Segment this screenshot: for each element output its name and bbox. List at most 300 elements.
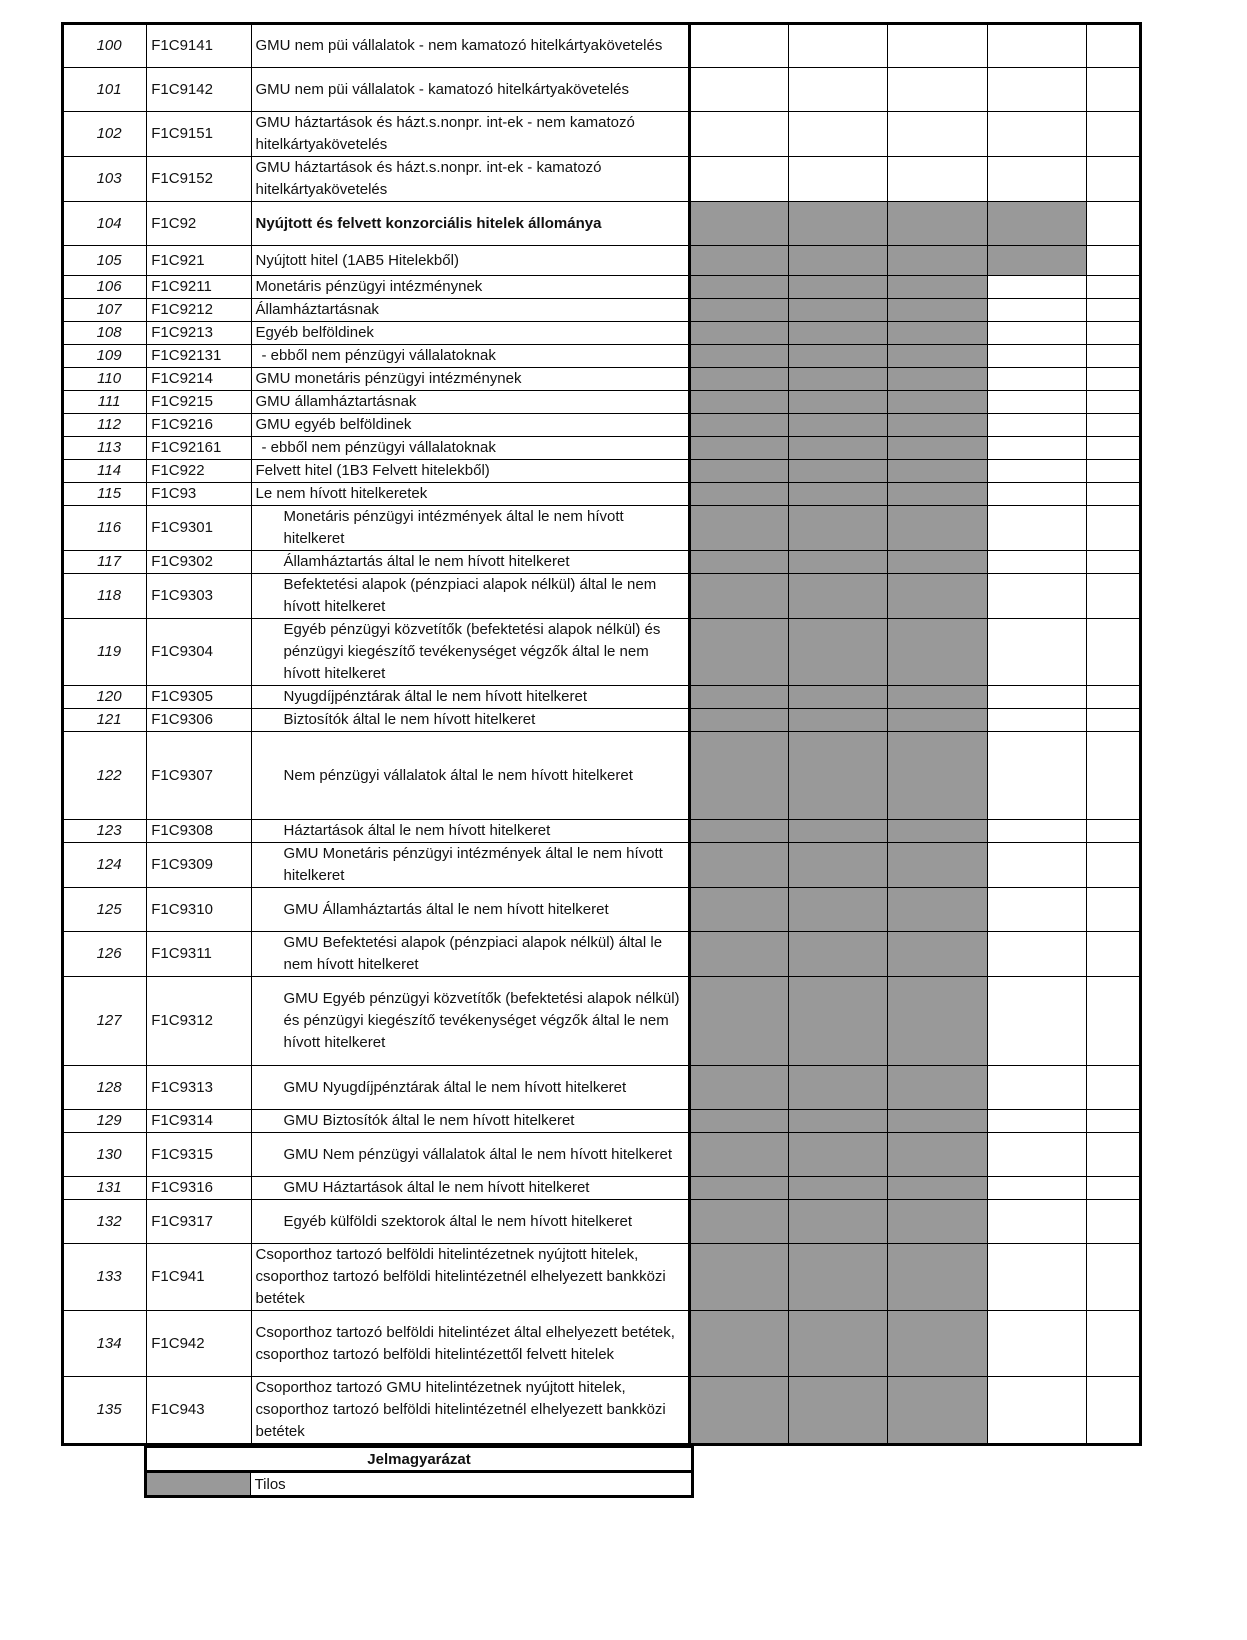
- input-cell[interactable]: [987, 68, 1086, 112]
- input-cell[interactable]: [1086, 414, 1140, 437]
- forbidden-cell: [888, 414, 987, 437]
- table-row: [63, 414, 1141, 437]
- input-cell[interactable]: [987, 437, 1086, 460]
- input-cell[interactable]: [987, 686, 1086, 709]
- data-table: [61, 22, 1142, 1446]
- forbidden-cell: [689, 483, 788, 506]
- forbidden-cell: [789, 574, 888, 619]
- row-number: 127: [63, 977, 147, 1066]
- table-row: [63, 483, 1141, 506]
- table-row: [63, 391, 1141, 414]
- table-row: [63, 843, 1141, 888]
- row-description: Nem pénzügyi vállalatok által le nem hívott hitelkeret: [251, 732, 689, 820]
- row-number: 106: [63, 276, 147, 299]
- input-cell[interactable]: [689, 68, 788, 112]
- row-description: GMU Monetáris pénzügyi intézmények által le nem hívott hitelkeret: [251, 843, 689, 888]
- forbidden-cell: [689, 574, 788, 619]
- input-cell[interactable]: [987, 888, 1086, 932]
- row-number: 134: [63, 1311, 147, 1377]
- input-cell[interactable]: [1086, 574, 1140, 619]
- row-number: 112: [63, 414, 147, 437]
- table-row: [63, 299, 1141, 322]
- forbidden-cell: [689, 888, 788, 932]
- input-cell[interactable]: [1086, 368, 1140, 391]
- row-code: F1C9305: [147, 686, 251, 709]
- forbidden-cell: [789, 414, 888, 437]
- row-description: GMU Nyugdíjpénztárak által le nem hívott hitelkeret: [251, 1066, 689, 1110]
- legend-row: [146, 1472, 693, 1497]
- row-number: 130: [63, 1133, 147, 1177]
- row-code: F1C9311: [147, 932, 251, 977]
- forbidden-cell: [888, 709, 987, 732]
- forbidden-cell: [689, 276, 788, 299]
- row-code: F1C9303: [147, 574, 251, 619]
- forbidden-cell: [888, 619, 987, 686]
- row-code: F1C9211: [147, 276, 251, 299]
- row-description: - ebből nem pénzügyi vállalatoknak: [251, 345, 689, 368]
- row-number: 119: [63, 619, 147, 686]
- table-row: [63, 888, 1141, 932]
- row-number: 107: [63, 299, 147, 322]
- forbidden-cell: [888, 574, 987, 619]
- row-number: 123: [63, 820, 147, 843]
- row-description: Biztosítók által le nem hívott hitelkeret: [251, 709, 689, 732]
- forbidden-cell: [888, 1311, 987, 1377]
- row-code: F1C9307: [147, 732, 251, 820]
- forbidden-cell: [689, 1066, 788, 1110]
- forbidden-cell: [888, 1110, 987, 1133]
- forbidden-cell: [987, 246, 1086, 276]
- forbidden-cell: [689, 686, 788, 709]
- table-row: [63, 551, 1141, 574]
- row-number: 122: [63, 732, 147, 820]
- row-number: 124: [63, 843, 147, 888]
- input-cell[interactable]: [1086, 391, 1140, 414]
- forbidden-cell: [689, 202, 788, 246]
- forbidden-cell: [888, 1244, 987, 1311]
- forbidden-cell: [888, 1200, 987, 1244]
- input-cell[interactable]: [987, 820, 1086, 843]
- input-cell[interactable]: [888, 112, 987, 157]
- forbidden-cell: [888, 888, 987, 932]
- table-row: [63, 732, 1141, 820]
- forbidden-cell: [789, 932, 888, 977]
- input-cell[interactable]: [1086, 732, 1140, 820]
- forbidden-cell: [689, 1133, 788, 1177]
- input-cell[interactable]: [987, 414, 1086, 437]
- row-description: Csoporthoz tartozó GMU hitelintézetnek nyújtott hitelek, csoporthoz tartozó belföldi hitelintézetnél elhelyezett bankközi betétek: [251, 1377, 689, 1445]
- input-cell[interactable]: [888, 24, 987, 68]
- forbidden-cell: [888, 1133, 987, 1177]
- input-cell[interactable]: [689, 24, 788, 68]
- input-cell[interactable]: [987, 391, 1086, 414]
- row-code: F1C9315: [147, 1133, 251, 1177]
- row-description: GMU Nem pénzügyi vállalatok által le nem hívott hitelkeret: [251, 1133, 689, 1177]
- row-code: F1C9214: [147, 368, 251, 391]
- input-cell[interactable]: [1086, 157, 1140, 202]
- input-cell[interactable]: [1086, 932, 1140, 977]
- row-code: F1C9213: [147, 322, 251, 345]
- input-cell[interactable]: [1086, 460, 1140, 483]
- forbidden-cell: [987, 202, 1086, 246]
- row-code: F1C922: [147, 460, 251, 483]
- input-cell[interactable]: [1086, 843, 1140, 888]
- row-description: GMU nem püi vállalatok - kamatozó hitelkártyakövetelés: [251, 68, 689, 112]
- row-code: F1C92: [147, 202, 251, 246]
- input-cell[interactable]: [1086, 551, 1140, 574]
- row-code: F1C9212: [147, 299, 251, 322]
- table-row: [63, 1177, 1141, 1200]
- forbidden-cell: [789, 1133, 888, 1177]
- row-number: 113: [63, 437, 147, 460]
- row-number: 103: [63, 157, 147, 202]
- forbidden-cell: [689, 246, 788, 276]
- row-number: 115: [63, 483, 147, 506]
- row-code: F1C9215: [147, 391, 251, 414]
- input-cell[interactable]: [987, 1177, 1086, 1200]
- table-row: [63, 619, 1141, 686]
- row-description: Egyéb külföldi szektorok által le nem hívott hitelkeret: [251, 1200, 689, 1244]
- input-cell[interactable]: [987, 1311, 1086, 1377]
- forbidden-cell: [888, 1177, 987, 1200]
- forbidden-cell: [789, 619, 888, 686]
- row-number: 121: [63, 709, 147, 732]
- forbidden-cell: [789, 322, 888, 345]
- input-cell[interactable]: [789, 112, 888, 157]
- input-cell[interactable]: [1086, 483, 1140, 506]
- forbidden-cell: [789, 686, 888, 709]
- forbidden-cell: [789, 368, 888, 391]
- table-row: [63, 460, 1141, 483]
- row-description: GMU Háztartások által le nem hívott hitelkeret: [251, 1177, 689, 1200]
- input-cell[interactable]: [987, 483, 1086, 506]
- forbidden-cell: [789, 888, 888, 932]
- table-row: [63, 506, 1141, 551]
- forbidden-cell: [888, 1377, 987, 1445]
- input-cell[interactable]: [1086, 276, 1140, 299]
- row-description: GMU egyéb belföldinek: [251, 414, 689, 437]
- input-cell[interactable]: [689, 112, 788, 157]
- input-cell[interactable]: [987, 732, 1086, 820]
- forbidden-cell: [888, 732, 987, 820]
- row-code: F1C92131: [147, 345, 251, 368]
- row-description: Monetáris pénzügyi intézmények által le nem hívott hitelkeret: [251, 506, 689, 551]
- forbidden-cell: [689, 414, 788, 437]
- forbidden-cell: [789, 345, 888, 368]
- row-description: Felvett hitel (1B3 Felvett hitelekből): [251, 460, 689, 483]
- row-number: 128: [63, 1066, 147, 1110]
- forbidden-cell: [689, 1377, 788, 1445]
- forbidden-cell: [888, 506, 987, 551]
- forbidden-cell: [888, 368, 987, 391]
- row-number: 114: [63, 460, 147, 483]
- row-description: Befektetési alapok (pénzpiaci alapok nélkül) által le nem hívott hitelkeret: [251, 574, 689, 619]
- input-cell[interactable]: [987, 1200, 1086, 1244]
- forbidden-cell: [888, 345, 987, 368]
- forbidden-cell: [689, 732, 788, 820]
- row-code: F1C9152: [147, 157, 251, 202]
- input-cell[interactable]: [987, 1244, 1086, 1311]
- input-cell[interactable]: [987, 506, 1086, 551]
- row-number: 100: [63, 24, 147, 68]
- forbidden-cell: [789, 391, 888, 414]
- row-number: 135: [63, 1377, 147, 1445]
- row-description: Monetáris pénzügyi intézménynek: [251, 276, 689, 299]
- input-cell[interactable]: [987, 1133, 1086, 1177]
- row-code: F1C943: [147, 1377, 251, 1445]
- forbidden-cell: [888, 391, 987, 414]
- forbidden-cell: [789, 483, 888, 506]
- legend-swatch-forbidden: [146, 1472, 251, 1497]
- input-cell[interactable]: [987, 551, 1086, 574]
- row-number: 101: [63, 68, 147, 112]
- row-code: F1C92161: [147, 437, 251, 460]
- input-cell[interactable]: [1086, 202, 1140, 246]
- forbidden-cell: [689, 506, 788, 551]
- forbidden-cell: [789, 551, 888, 574]
- input-cell[interactable]: [987, 24, 1086, 68]
- row-number: 133: [63, 1244, 147, 1311]
- table-row: [63, 368, 1141, 391]
- input-cell[interactable]: [689, 157, 788, 202]
- row-number: 132: [63, 1200, 147, 1244]
- row-code: F1C9316: [147, 1177, 251, 1200]
- forbidden-cell: [888, 820, 987, 843]
- forbidden-cell: [888, 932, 987, 977]
- row-description: Nyugdíjpénztárak által le nem hívott hitelkeret: [251, 686, 689, 709]
- table-row: [63, 709, 1141, 732]
- forbidden-cell: [689, 932, 788, 977]
- input-cell[interactable]: [987, 368, 1086, 391]
- input-cell[interactable]: [987, 276, 1086, 299]
- input-cell[interactable]: [1086, 345, 1140, 368]
- forbidden-cell: [689, 345, 788, 368]
- forbidden-cell: [789, 732, 888, 820]
- forbidden-cell: [689, 843, 788, 888]
- forbidden-cell: [888, 437, 987, 460]
- row-number: 108: [63, 322, 147, 345]
- forbidden-cell: [789, 202, 888, 246]
- row-number: 110: [63, 368, 147, 391]
- row-number: 117: [63, 551, 147, 574]
- row-number: 116: [63, 506, 147, 551]
- forbidden-cell: [888, 202, 987, 246]
- row-code: F1C942: [147, 1311, 251, 1377]
- row-code: F1C9151: [147, 112, 251, 157]
- table-row: [63, 977, 1141, 1066]
- row-description: Államháztartásnak: [251, 299, 689, 322]
- input-cell[interactable]: [1086, 322, 1140, 345]
- table-row: [63, 112, 1141, 157]
- input-cell[interactable]: [987, 932, 1086, 977]
- input-cell[interactable]: [1086, 709, 1140, 732]
- forbidden-cell: [789, 820, 888, 843]
- input-cell[interactable]: [987, 619, 1086, 686]
- input-cell[interactable]: [1086, 1311, 1140, 1377]
- input-cell[interactable]: [888, 157, 987, 202]
- table-row: [63, 932, 1141, 977]
- input-cell[interactable]: [987, 460, 1086, 483]
- input-cell[interactable]: [987, 709, 1086, 732]
- table-row: [63, 1244, 1141, 1311]
- forbidden-cell: [789, 1200, 888, 1244]
- legend-title: Jelmagyarázat: [146, 1447, 693, 1472]
- input-cell[interactable]: [987, 574, 1086, 619]
- forbidden-cell: [888, 299, 987, 322]
- forbidden-cell: [789, 977, 888, 1066]
- input-cell[interactable]: [987, 1110, 1086, 1133]
- row-code: F1C93: [147, 483, 251, 506]
- row-description: Nyújtott és felvett konzorciális hitelek állománya: [251, 202, 689, 246]
- forbidden-cell: [888, 551, 987, 574]
- forbidden-cell: [888, 977, 987, 1066]
- row-description: Csoporthoz tartozó belföldi hitelintézet által elhelyezett betétek, csoporthoz tartozó belföldi hitelintézettől felvett hitelek: [251, 1311, 689, 1377]
- forbidden-cell: [689, 1244, 788, 1311]
- input-cell[interactable]: [789, 157, 888, 202]
- input-cell[interactable]: [1086, 1066, 1140, 1110]
- forbidden-cell: [689, 551, 788, 574]
- forbidden-cell: [689, 977, 788, 1066]
- forbidden-cell: [888, 322, 987, 345]
- table-row: [63, 322, 1141, 345]
- forbidden-cell: [689, 391, 788, 414]
- forbidden-cell: [789, 1066, 888, 1110]
- input-cell[interactable]: [987, 112, 1086, 157]
- input-cell[interactable]: [1086, 1110, 1140, 1133]
- input-cell[interactable]: [1086, 619, 1140, 686]
- legend-header-row: [146, 1447, 693, 1472]
- input-cell[interactable]: [1086, 1200, 1140, 1244]
- table-row: [63, 574, 1141, 619]
- forbidden-cell: [689, 1110, 788, 1133]
- row-code: F1C9142: [147, 68, 251, 112]
- input-cell[interactable]: [987, 157, 1086, 202]
- row-number: 111: [63, 391, 147, 414]
- forbidden-cell: [888, 686, 987, 709]
- row-code: F1C9216: [147, 414, 251, 437]
- row-description: GMU Biztosítók által le nem hívott hitelkeret: [251, 1110, 689, 1133]
- row-number: 131: [63, 1177, 147, 1200]
- input-cell[interactable]: [1086, 820, 1140, 843]
- row-description: GMU háztartások és házt.s.nonpr. int-ek - kamatozó hitelkártyakövetelés: [251, 157, 689, 202]
- row-description: Csoporthoz tartozó belföldi hitelintézetnek nyújtott hitelek, csoporthoz tartozó belföldi hitelintézetnél elhelyezett bankközi betétek: [251, 1244, 689, 1311]
- input-cell[interactable]: [987, 299, 1086, 322]
- table-row: [63, 1110, 1141, 1133]
- row-code: F1C9302: [147, 551, 251, 574]
- input-cell[interactable]: [1086, 112, 1140, 157]
- forbidden-cell: [689, 1177, 788, 1200]
- input-cell[interactable]: [987, 977, 1086, 1066]
- table-row: [63, 1377, 1141, 1445]
- forbidden-cell: [888, 1066, 987, 1110]
- forbidden-cell: [789, 437, 888, 460]
- forbidden-cell: [789, 709, 888, 732]
- row-description: GMU Államháztartás által le nem hívott hitelkeret: [251, 888, 689, 932]
- input-cell[interactable]: [987, 1066, 1086, 1110]
- input-cell[interactable]: [987, 322, 1086, 345]
- row-description: Háztartások által le nem hívott hitelkeret: [251, 820, 689, 843]
- row-number: 125: [63, 888, 147, 932]
- forbidden-cell: [689, 322, 788, 345]
- row-number: 120: [63, 686, 147, 709]
- forbidden-cell: [888, 276, 987, 299]
- input-cell[interactable]: [1086, 68, 1140, 112]
- forbidden-cell: [689, 437, 788, 460]
- forbidden-cell: [789, 843, 888, 888]
- row-number: 126: [63, 932, 147, 977]
- forbidden-cell: [789, 460, 888, 483]
- row-description: Nyújtott hitel (1AB5 Hitelekből): [251, 246, 689, 276]
- row-code: F1C9314: [147, 1110, 251, 1133]
- row-description: GMU háztartások és házt.s.nonpr. int-ek - nem kamatozó hitelkártyakövetelés: [251, 112, 689, 157]
- table-row: [63, 24, 1141, 68]
- input-cell[interactable]: [987, 1377, 1086, 1445]
- row-description: GMU monetáris pénzügyi intézménynek: [251, 368, 689, 391]
- input-cell[interactable]: [1086, 1177, 1140, 1200]
- input-cell[interactable]: [1086, 246, 1140, 276]
- forbidden-cell: [888, 843, 987, 888]
- row-code: F1C9312: [147, 977, 251, 1066]
- input-cell[interactable]: [1086, 24, 1140, 68]
- input-cell[interactable]: [789, 24, 888, 68]
- table-row: [63, 345, 1141, 368]
- input-cell[interactable]: [987, 843, 1086, 888]
- input-cell[interactable]: [1086, 299, 1140, 322]
- table-row: [63, 820, 1141, 843]
- input-cell[interactable]: [1086, 1244, 1140, 1311]
- table-row: [63, 68, 1141, 112]
- forbidden-cell: [789, 1377, 888, 1445]
- input-cell[interactable]: [1086, 977, 1140, 1066]
- forbidden-cell: [789, 1311, 888, 1377]
- row-code: F1C9309: [147, 843, 251, 888]
- forbidden-cell: [689, 299, 788, 322]
- forbidden-cell: [888, 460, 987, 483]
- input-cell[interactable]: [1086, 437, 1140, 460]
- table-row: [63, 157, 1141, 202]
- table-row: [63, 437, 1141, 460]
- forbidden-cell: [789, 506, 888, 551]
- input-cell[interactable]: [1086, 888, 1140, 932]
- legend-table: [144, 1445, 694, 1498]
- table-row: [63, 246, 1141, 276]
- row-code: F1C9141: [147, 24, 251, 68]
- forbidden-cell: [689, 1200, 788, 1244]
- input-cell[interactable]: [888, 68, 987, 112]
- table-row: [63, 202, 1141, 246]
- input-cell[interactable]: [987, 345, 1086, 368]
- forbidden-cell: [689, 619, 788, 686]
- row-description: Államháztartás által le nem hívott hitelkeret: [251, 551, 689, 574]
- forbidden-cell: [888, 483, 987, 506]
- input-cell[interactable]: [789, 68, 888, 112]
- row-number: 104: [63, 202, 147, 246]
- forbidden-cell: [689, 460, 788, 483]
- forbidden-cell: [689, 709, 788, 732]
- row-code: F1C9317: [147, 1200, 251, 1244]
- row-description: Le nem hívott hitelkeretek: [251, 483, 689, 506]
- input-cell[interactable]: [1086, 506, 1140, 551]
- forbidden-cell: [789, 246, 888, 276]
- row-code: F1C9306: [147, 709, 251, 732]
- forbidden-cell: [689, 820, 788, 843]
- row-number: 105: [63, 246, 147, 276]
- input-cell[interactable]: [1086, 1377, 1140, 1445]
- table-row: [63, 1066, 1141, 1110]
- row-code: F1C9304: [147, 619, 251, 686]
- input-cell[interactable]: [1086, 1133, 1140, 1177]
- input-cell[interactable]: [1086, 686, 1140, 709]
